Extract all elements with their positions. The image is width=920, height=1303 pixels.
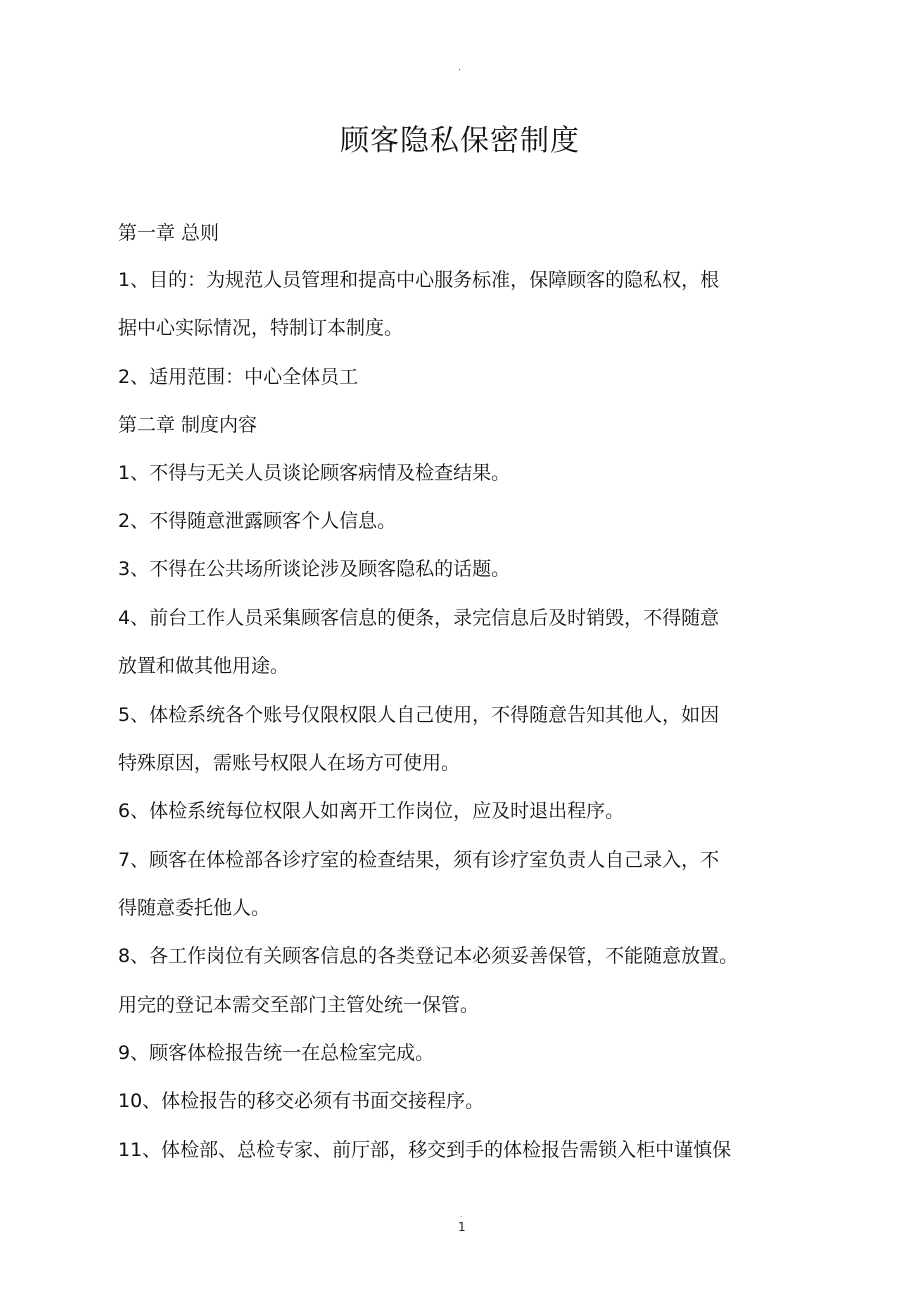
header-mark: . bbox=[458, 62, 462, 73]
paragraph-line: 放置和做其他用途。 bbox=[118, 655, 290, 677]
paragraph-line: 得随意委托他人。 bbox=[118, 897, 271, 919]
paragraph-line: 3、不得在公共场所谈论涉及顾客隐私的话题。 bbox=[118, 558, 511, 580]
page-number: 1 bbox=[458, 1220, 466, 1234]
paragraph-line: 5、体检系统各个账号仅限权限人自己使用，不得随意告知其他人，如因 bbox=[118, 704, 720, 726]
chapter-heading: 第一章 总则 bbox=[118, 222, 220, 244]
paragraph-line: 据中心实际情况，特制订本制度。 bbox=[118, 317, 404, 339]
paragraph-line: 10、体检报告的移交必须有书面交接程序。 bbox=[118, 1090, 485, 1112]
paragraph-line: 2、适用范围：中心全体员工 bbox=[118, 366, 359, 388]
footer-mark: . bbox=[460, 1210, 463, 1219]
paragraph-line: 1、目的：为规范人员管理和提高中心服务标准，保障顾客的隐私权，根 bbox=[118, 269, 720, 291]
chapter-heading: 第二章 制度内容 bbox=[118, 414, 258, 436]
paragraph-line: 特殊原因，需账号权限人在场方可使用。 bbox=[118, 752, 461, 774]
document-title: 顾客隐私保密制度 bbox=[339, 123, 580, 157]
paragraph-line: 用完的登记本需交至部门主管处统一保管。 bbox=[118, 994, 480, 1016]
paragraph-line: 8、各工作岗位有关顾客信息的各类登记本必须妥善保管，不能随意放置。 bbox=[118, 945, 739, 967]
paragraph-line: 2、不得随意泄露顾客个人信息。 bbox=[118, 510, 397, 532]
paragraph-line: 7、顾客在体检部各诊疗室的检查结果，须有诊疗室负责人自己录入，不 bbox=[118, 849, 720, 871]
paragraph-line: 1、不得与无关人员谈论顾客病情及检查结果。 bbox=[118, 462, 511, 484]
paragraph-line: 4、前台工作人员采集顾客信息的便条，录完信息后及时销毁，不得随意 bbox=[118, 607, 720, 629]
paragraph-line: 11、体检部、总检专家、前厅部，移交到手的体检报告需锁入柜中谨慎保 bbox=[118, 1139, 732, 1161]
paragraph-line: 6、体检系统每位权限人如离开工作岗位，应及时退出程序。 bbox=[118, 800, 625, 822]
paragraph-line: 9、顾客体检报告统一在总检室完成。 bbox=[118, 1042, 435, 1064]
